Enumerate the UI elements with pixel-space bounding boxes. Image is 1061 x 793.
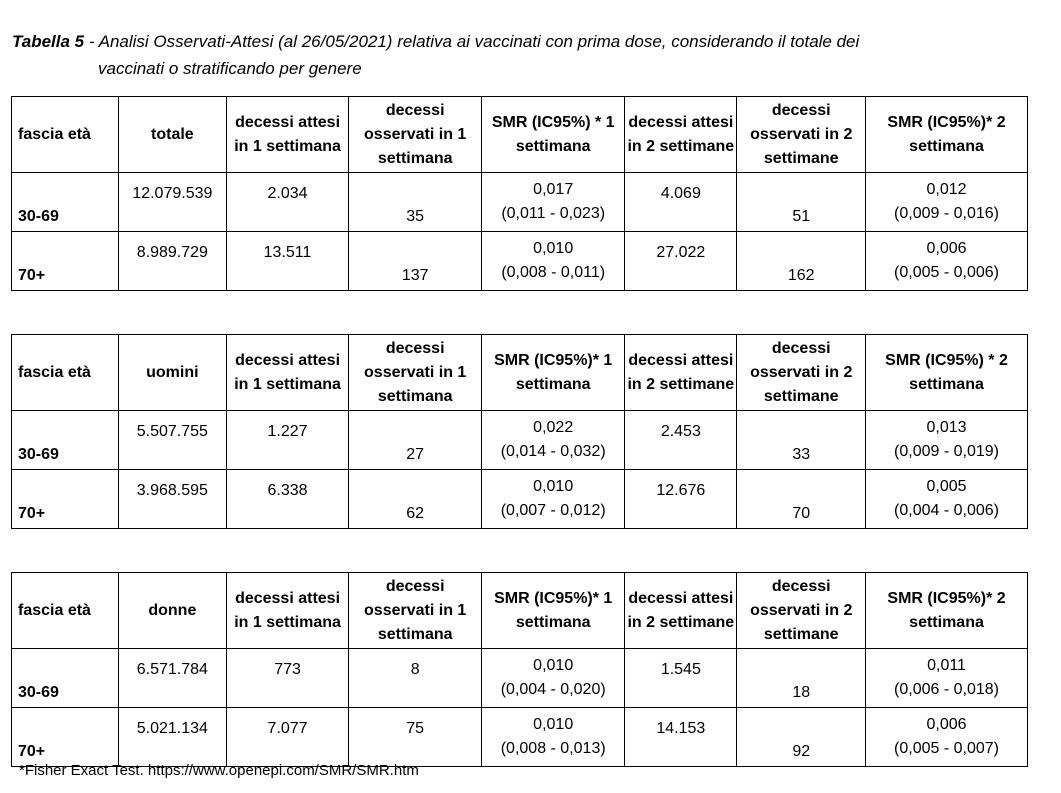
expected-deaths-week1-cell: 13.511 <box>226 232 348 291</box>
expected-deaths-week1-cell: 773 <box>226 649 348 708</box>
smr-week2-cell <box>866 411 1028 470</box>
observed-deaths-week1-cell: 8 <box>349 649 482 708</box>
age-group-cell: 70+ <box>12 232 119 291</box>
observed-deaths-week2-cell: 33 <box>737 411 866 470</box>
age-group-cell: 70+ <box>12 470 119 529</box>
column-header: SMR (IC95%) * 1 settimana <box>482 97 625 173</box>
table-row <box>12 470 1028 529</box>
smr-value: 0,022 <box>533 419 574 436</box>
smr-week1-cell <box>482 411 625 470</box>
age-group-cell: 70+ <box>12 708 119 767</box>
column-header: SMR (IC95%)* 2 settimana <box>866 97 1028 173</box>
column-header: decessi osservati in 1 settimana <box>349 573 482 649</box>
smr-value: 0,010 <box>533 657 574 674</box>
table-row <box>12 411 1028 470</box>
smr-week1-cell <box>482 470 625 529</box>
column-header: decessi osservati in 1 settimana <box>349 335 482 411</box>
smr-value: 0,005 <box>926 478 967 495</box>
smr-value: 0,017 <box>533 181 574 198</box>
smr-confidence-interval: (0,009 - 0,016) <box>894 205 999 222</box>
observed-deaths-week1-cell: 75 <box>349 708 482 767</box>
expected-deaths-week1-cell: 7.077 <box>226 708 348 767</box>
column-header: SMR (IC95%)* 2 settimana <box>866 573 1028 649</box>
observed-deaths-week2-cell: 18 <box>737 649 866 708</box>
data-table-1 <box>11 96 1028 291</box>
smr-confidence-interval: (0,008 - 0,013) <box>500 740 606 757</box>
smr-confidence-interval: (0,011 - 0,023) <box>501 205 606 222</box>
header-row <box>12 335 1028 411</box>
expected-deaths-week2-cell: 14.153 <box>625 708 737 767</box>
observed-deaths-week2-cell: 92 <box>737 708 866 767</box>
smr-week2-cell <box>866 232 1028 291</box>
column-header: SMR (IC95%) * 2 settimana <box>866 335 1028 411</box>
header-row <box>12 573 1028 649</box>
age-group-cell: 30-69 <box>12 173 119 232</box>
column-header: decessi attesi in 2 settimane <box>625 573 737 649</box>
smr-value: 0,010 <box>533 478 574 495</box>
column-header: uomini <box>118 335 226 411</box>
expected-deaths-week2-cell: 4.069 <box>625 173 737 232</box>
caption-text-line2: vaccinati o stratificando per genere <box>98 59 362 78</box>
smr-confidence-interval: (0,008 - 0,011) <box>501 264 606 281</box>
column-header: decessi osservati in 2 settimane <box>737 97 866 173</box>
smr-value: 0,006 <box>926 240 967 257</box>
column-header: decessi attesi in 2 settimane <box>625 335 737 411</box>
observed-deaths-week2-cell: 51 <box>737 173 866 232</box>
smr-value: 0,013 <box>926 419 967 436</box>
column-header: SMR (IC95%)* 1 settimana <box>482 335 625 411</box>
column-header: fascia età <box>12 335 119 411</box>
column-header: decessi osservati in 2 settimane <box>737 335 866 411</box>
column-header: decessi osservati in 1 settimana <box>349 97 482 173</box>
caption-label: Tabella 5 <box>12 32 85 51</box>
data-table-2 <box>11 334 1028 529</box>
column-header: totale <box>118 97 226 173</box>
population-cell: 3.968.595 <box>118 470 226 529</box>
smr-week2-cell <box>866 173 1028 232</box>
population-cell: 12.079.539 <box>118 173 226 232</box>
smr-value: 0,011 <box>927 657 966 674</box>
column-header: fascia età <box>12 97 119 173</box>
smr-confidence-interval: (0,004 - 0,020) <box>500 681 606 698</box>
observed-deaths-week1-cell: 27 <box>349 411 482 470</box>
smr-week2-cell <box>866 649 1028 708</box>
observed-deaths-week1-cell: 62 <box>349 470 482 529</box>
expected-deaths-week1-cell: 6.338 <box>226 470 348 529</box>
expected-deaths-week2-cell: 2.453 <box>625 411 737 470</box>
column-header: decessi attesi in 1 settimana <box>226 573 348 649</box>
table-row <box>12 232 1028 291</box>
expected-deaths-week2-cell: 1.545 <box>625 649 737 708</box>
expected-deaths-week1-cell: 2.034 <box>226 173 348 232</box>
population-cell: 6.571.784 <box>118 649 226 708</box>
age-group-cell: 30-69 <box>12 649 119 708</box>
smr-value: 0,010 <box>533 240 574 257</box>
data-table-3 <box>11 572 1028 767</box>
population-cell: 8.989.729 <box>118 232 226 291</box>
observed-deaths-week2-cell: 162 <box>737 232 866 291</box>
expected-deaths-week2-cell: 12.676 <box>625 470 737 529</box>
smr-week1-cell <box>482 649 625 708</box>
smr-confidence-interval: (0,005 - 0,007) <box>894 740 999 757</box>
expected-deaths-week2-cell: 27.022 <box>625 232 737 291</box>
observed-deaths-week1-cell: 137 <box>349 232 482 291</box>
smr-confidence-interval: (0,007 - 0,012) <box>500 502 606 519</box>
table-row <box>12 708 1028 767</box>
smr-week1-cell <box>482 232 625 291</box>
smr-confidence-interval: (0,005 - 0,006) <box>894 264 999 281</box>
smr-confidence-interval: (0,006 - 0,018) <box>894 681 999 698</box>
column-header: donne <box>118 573 226 649</box>
population-cell: 5.507.755 <box>118 411 226 470</box>
smr-value: 0,006 <box>926 716 967 733</box>
table-caption <box>12 28 1042 82</box>
column-header: decessi attesi in 1 settimana <box>226 335 348 411</box>
smr-week1-cell <box>482 708 625 767</box>
header-row <box>12 97 1028 173</box>
age-group-cell: 30-69 <box>12 411 119 470</box>
smr-confidence-interval: (0,004 - 0,006) <box>894 502 999 519</box>
observed-deaths-week1-cell: 35 <box>349 173 482 232</box>
smr-week2-cell <box>866 708 1028 767</box>
smr-confidence-interval: (0,014 - 0,032) <box>500 443 606 460</box>
column-header: SMR (IC95%)* 1 settimana <box>482 573 625 649</box>
column-header: decessi osservati in 2 settimane <box>737 573 866 649</box>
smr-value: 0,012 <box>926 181 967 198</box>
population-cell: 5.021.134 <box>118 708 226 767</box>
observed-deaths-week2-cell: 70 <box>737 470 866 529</box>
smr-week2-cell <box>866 470 1028 529</box>
footnote: *Fisher Exact Test. https://www.openepi.com/SMR/SMR.htm <box>19 762 419 779</box>
column-header: decessi attesi in 1 settimana <box>226 97 348 173</box>
table-row <box>12 173 1028 232</box>
caption-text-line1: - Analisi Osservati-Attesi (al 26/05/2021) relativa ai vaccinati con prima dose, considerando il totale dei <box>84 32 860 51</box>
smr-value: 0,010 <box>533 716 574 733</box>
smr-confidence-interval: (0,009 - 0,019) <box>894 443 999 460</box>
smr-week1-cell <box>482 173 625 232</box>
column-header: fascia età <box>12 573 119 649</box>
table-row <box>12 649 1028 708</box>
column-header: decessi attesi in 2 settimane <box>625 97 737 173</box>
expected-deaths-week1-cell: 1.227 <box>226 411 348 470</box>
